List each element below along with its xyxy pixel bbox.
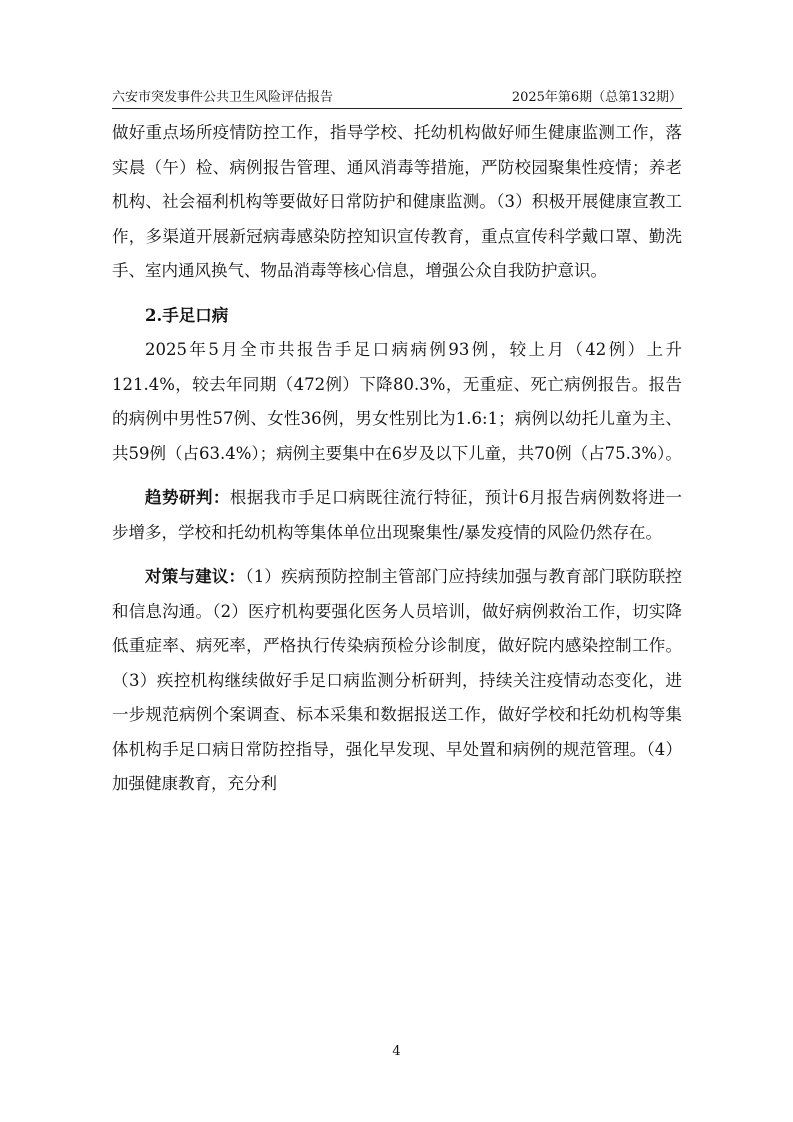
- trend-paragraph: [112, 481, 682, 550]
- trend-label: 趋势研判：: [145, 488, 230, 507]
- body-text: [112, 116, 682, 802]
- page-number: 4: [392, 1044, 401, 1059]
- trend-text: 根据我市手足口病既往流行特征，预计6月报告病例数将进一步增多，学校和托幼机构等集体单位出现聚集性/暴发疫情的风险仍然存在。: [112, 488, 683, 542]
- advice-paragraph: [112, 560, 682, 802]
- advice-text: （1）疾病预防控制主管部门应持续加强与教育部门联防联控和信息沟通。（2）医疗机构要强化医务人员培训，做好病例救治工作，切实降低重症率、病死率，严格执行传染病预检分诊制度，做好院内感染控制工作。（3）疾控机构继续做好手足口病监测分析研判，持续关注疫情动态变化，进一步规范病例个案调查、标本采集和数据报送工作，做好学校和托幼机构等集体机构手足口病日常防控指导，强化早发现、早处置和病例的规范管理。（4）加强健康教育，充分利: [112, 567, 682, 793]
- issue-number: 2025年第6期（总第132期）: [511, 90, 682, 105]
- running-header: [112, 89, 682, 106]
- section-heading: 2.手足口病: [145, 305, 229, 325]
- summary-paragraph: 2025年5月全市共报告手足口病病例93例，较上月（42例）上升121.4%，较去年同期（472例）下降80.3%，无重症、死亡病例报告。报告的病例中男性57例、女性36例，男女性别比为1.6:1；病例以幼托儿童为主、共59例（占63.4%）；病例主要集中在6岁及以下儿童，共70例（占75.3%）。: [112, 340, 682, 463]
- continuation-paragraph: 做好重点场所疫情防控工作，指导学校、托幼机构做好师生健康监测工作，落实晨（午）检、病例报告管理、通风消毒等措施，严防校园聚集性疫情；养老机构、社会福利机构等要做好日常防护和健康监测。（3）积极开展健康宣教工作，多渠道开展新冠病毒感染防控知识宣传教育，重点宣传科学戴口罩、勤洗手、室内通风换气、物品消毒等核心信息，增强公众自我防护意识。: [112, 123, 682, 280]
- header-divider: [112, 108, 682, 109]
- report-series-title: 六安市突发事件公共卫生风险评估报告: [112, 90, 334, 105]
- advice-label: 对策与建议：: [145, 567, 246, 586]
